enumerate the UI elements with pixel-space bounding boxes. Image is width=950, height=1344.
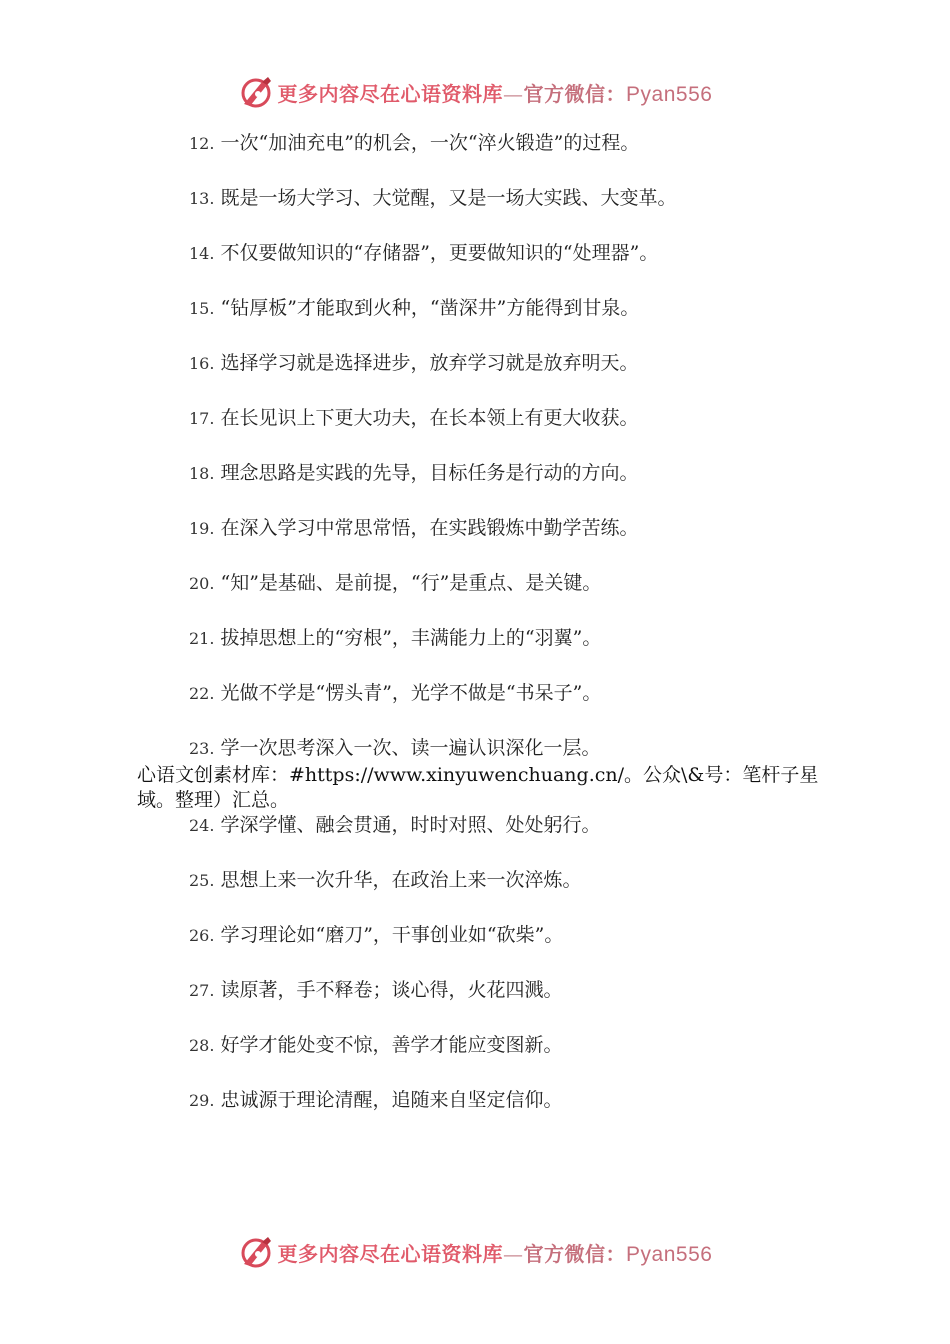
item-text: 不仅要做知识的“存储器”，更要做知识的“处理器”。 xyxy=(220,242,659,264)
banner-main-text: 更多内容尽在心语资料库 xyxy=(277,81,504,106)
banner-main-text: 更多内容尽在心语资料库 xyxy=(277,1241,504,1266)
banner-separator: — xyxy=(503,1241,524,1266)
list-item xyxy=(189,240,658,267)
list-item xyxy=(189,350,639,377)
list-item xyxy=(189,515,639,542)
list-item xyxy=(189,680,601,707)
item-number: 25. xyxy=(189,871,215,890)
item-number: 19. xyxy=(189,519,215,538)
list-item xyxy=(189,867,582,894)
item-text: “钻厚板”才能取到火种，“凿深井”方能得到甘泉。 xyxy=(220,297,640,319)
item-text: 选择学习就是选择进步，放弃学习就是放弃明天。 xyxy=(220,352,639,374)
item-number: 26. xyxy=(189,926,215,945)
item-text: “知”是基础、是前提，“行”是重点、是关键。 xyxy=(220,572,602,594)
item-number: 16. xyxy=(189,354,215,373)
item-number: 22. xyxy=(189,684,215,703)
list-item xyxy=(189,405,639,432)
item-number: 18. xyxy=(189,464,215,483)
item-text: 既是一场大学习、大觉醒，又是一场大实践、大变革。 xyxy=(220,187,677,209)
item-text: 光做不学是“愣头青”，光学不做是“书呆子”。 xyxy=(220,682,602,704)
list-item xyxy=(189,295,639,322)
item-text: 学深学懂、融会贯通，时时对照、处处躬行。 xyxy=(220,814,601,836)
item-text: 读原著，手不释卷；谈心得，火花四溅。 xyxy=(220,979,563,1001)
footer-watermark xyxy=(0,1232,950,1272)
item-text: 好学才能处变不惊，善学才能应变图新。 xyxy=(220,1034,563,1056)
banner-wechat-label: 官方微信： xyxy=(523,1241,627,1266)
item-number: 14. xyxy=(189,244,215,263)
banner-wechat-id: Pyan556 xyxy=(626,1242,713,1266)
banner-wechat-label: 官方微信： xyxy=(523,81,627,106)
list-item xyxy=(189,185,677,212)
item-number: 21. xyxy=(189,629,215,648)
item-text: 学一次思考深入一次、读一遍认识深化一层。 xyxy=(220,737,601,759)
source-note: 心语文创素材库：#https://www.xinyuwenchuang.cn/。公众\&号：笔杆子星域。整理）汇总。 xyxy=(137,764,819,811)
list-item xyxy=(189,1032,563,1059)
pen-circle-logo-icon xyxy=(238,1234,274,1270)
list-item xyxy=(189,922,563,949)
item-text: 拔掉思想上的“穷根”，丰满能力上的“羽翼”。 xyxy=(220,627,602,649)
item-number: 13. xyxy=(189,189,215,208)
item-text: 思想上来一次升华，在政治上来一次淬炼。 xyxy=(220,869,582,891)
item-number: 17. xyxy=(189,409,215,428)
banner-separator: — xyxy=(503,81,524,106)
list-item xyxy=(189,977,563,1004)
list-item xyxy=(189,130,639,157)
item-text: 学习理论如“磨刀”，干事创业如“砍柴”。 xyxy=(220,924,564,946)
banner-wechat-id: Pyan556 xyxy=(626,82,713,106)
item-text: 一次“加油充电”的机会，一次“淬火锻造”的过程。 xyxy=(220,132,640,154)
list-item xyxy=(189,812,601,839)
item-text: 忠诚源于理论清醒，追随来自坚定信仰。 xyxy=(220,1089,563,1111)
item-number: 23. xyxy=(189,739,215,758)
item-number: 29. xyxy=(189,1091,215,1110)
item-number: 27. xyxy=(189,981,215,1000)
list-item xyxy=(189,735,601,762)
item-number: 15. xyxy=(189,299,215,318)
item-text: 在长见识上下更大功夫，在长本领上有更大收获。 xyxy=(220,407,639,429)
list-item xyxy=(189,570,601,597)
item-number: 20. xyxy=(189,574,215,593)
item-number: 28. xyxy=(189,1036,215,1055)
item-text: 理念思路是实践的先导，目标任务是行动的方向。 xyxy=(220,462,639,484)
list-item xyxy=(189,1087,563,1114)
list-item xyxy=(189,460,639,487)
item-text: 在深入学习中常思常悟，在实践锻炼中勤学苦练。 xyxy=(220,517,639,539)
list-item xyxy=(189,625,601,652)
item-number: 24. xyxy=(189,816,215,835)
item-number: 12. xyxy=(189,134,215,153)
